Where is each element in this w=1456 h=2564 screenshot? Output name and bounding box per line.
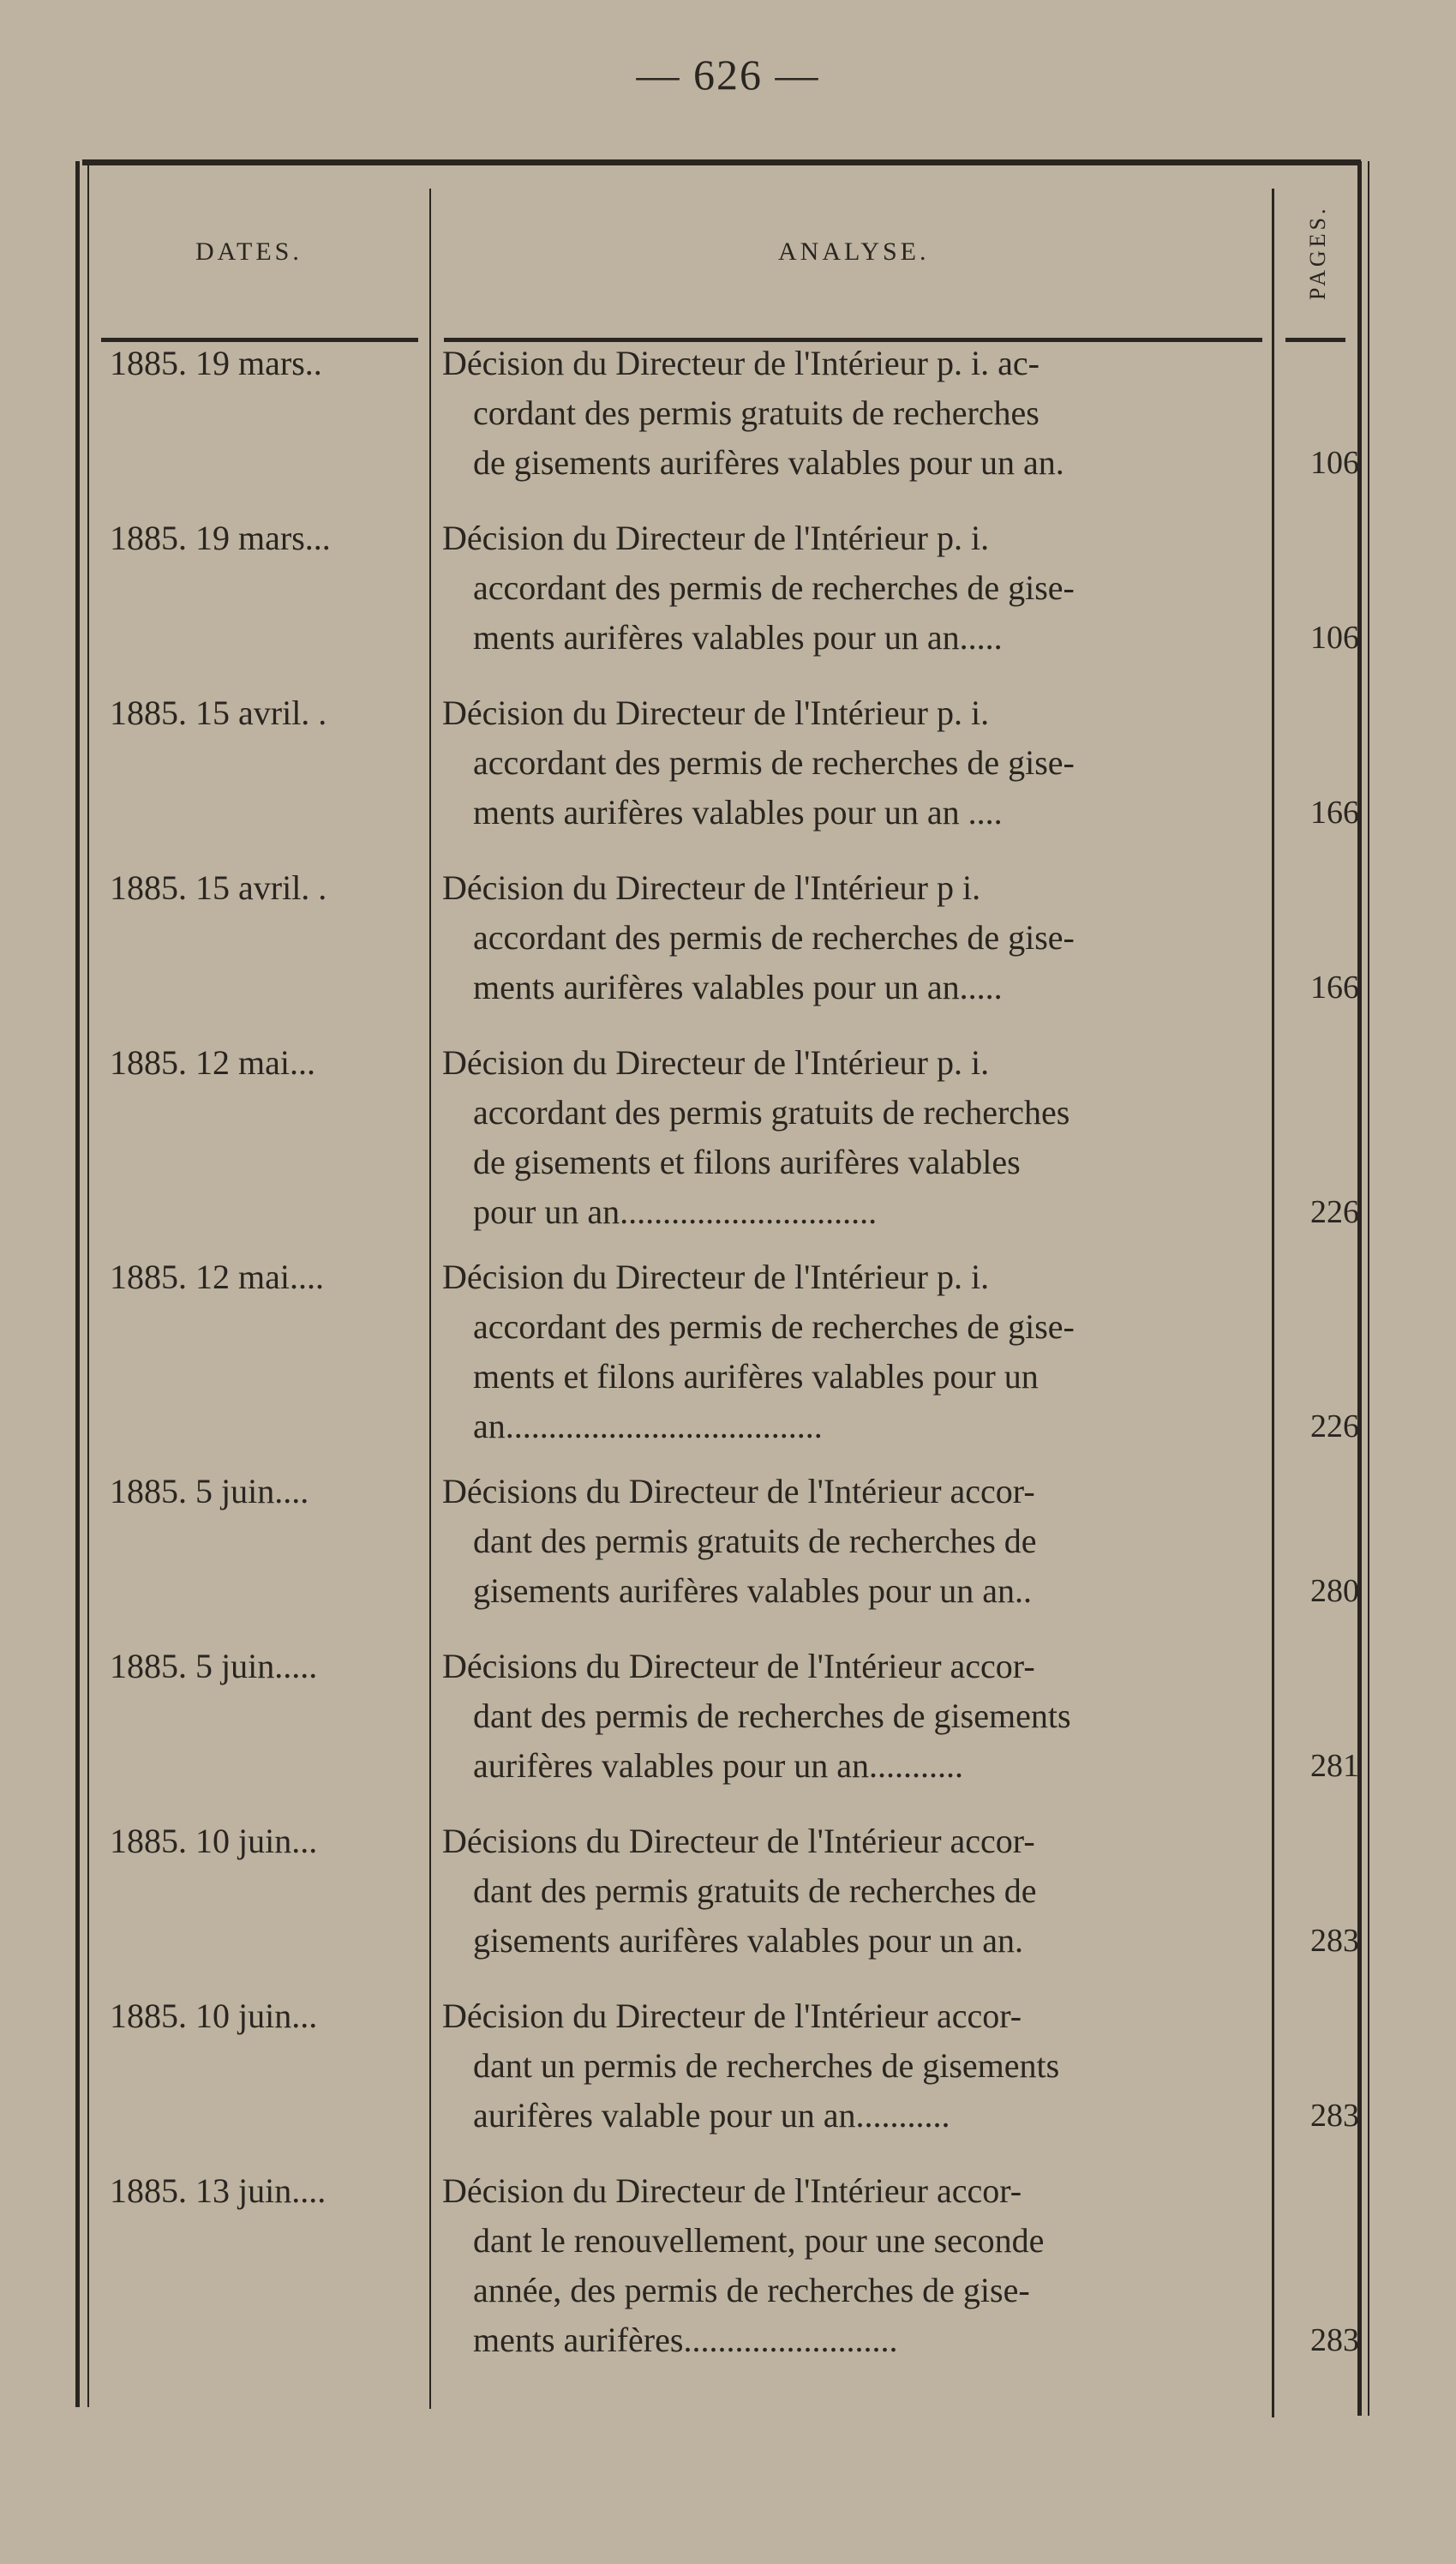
list-item bbox=[75, 1816, 1378, 1991]
entry-analysis bbox=[442, 688, 1265, 838]
entry-analysis bbox=[442, 1816, 1265, 1966]
list-item bbox=[75, 863, 1378, 1038]
entry-date: 1885. 12 mai.... bbox=[110, 1258, 324, 1296]
entry-line: cordant des permis gratuits de recherches bbox=[473, 393, 1040, 432]
entry-line: aurifères valables pour un an........... bbox=[473, 1746, 964, 1785]
entry-page-ref: 106 bbox=[1310, 620, 1359, 656]
entry-line: dant des permis de recherches de gisements bbox=[473, 1696, 1071, 1735]
entry-analysis bbox=[442, 1642, 1265, 1791]
entry-date: 1885. 19 mars.. bbox=[110, 344, 322, 382]
header-analyse: ANALYSE. bbox=[778, 237, 930, 266]
list-item bbox=[75, 339, 1378, 513]
entries-list bbox=[75, 339, 1378, 2381]
entry-line: pour un an.............................. bbox=[473, 1192, 878, 1231]
entry-line: accordant des permis de recherches de gise- bbox=[473, 568, 1075, 607]
entry-line: Décisions du Directeur de l'Intérieur accor- bbox=[442, 1647, 1035, 1685]
list-item bbox=[75, 1252, 1378, 1467]
list-item bbox=[75, 1467, 1378, 1642]
entry-line: Décisions du Directeur de l'Intérieur accor- bbox=[442, 1472, 1035, 1510]
entry-analysis bbox=[442, 863, 1265, 1012]
entry-line: dant des permis gratuits de recherches de bbox=[473, 1522, 1037, 1560]
entry-line: de gisements et filons aurifères valables bbox=[473, 1143, 1021, 1181]
entry-line: Décision du Directeur de l'Intérieur p. i. bbox=[442, 1043, 990, 1082]
entry-page-ref: 283 bbox=[1310, 1923, 1359, 1959]
entry-page-ref: 283 bbox=[1310, 2098, 1359, 2134]
entry-analysis bbox=[442, 1991, 1265, 2141]
entry-page-ref: 226 bbox=[1310, 1408, 1359, 1444]
entry-line: ments et filons aurifères valables pour un bbox=[473, 1357, 1039, 1396]
entry-line: Décision du Directeur de l'Intérieur accor- bbox=[442, 1997, 1022, 2035]
entry-date: 1885. 12 mai... bbox=[110, 1043, 315, 1082]
entry-page-ref: 281 bbox=[1310, 1748, 1359, 1784]
entry-line: dant un permis de recherches de gisements bbox=[473, 2046, 1060, 2085]
entry-line: aurifères valable pour un an........... bbox=[473, 2096, 950, 2135]
entry-line: accordant des permis gratuits de recherches bbox=[473, 1093, 1070, 1132]
list-item bbox=[75, 1038, 1378, 1252]
entry-date: 1885. 15 avril. . bbox=[110, 694, 327, 732]
entry-page-ref: 226 bbox=[1310, 1194, 1359, 1230]
page-number: — 626 — bbox=[636, 51, 820, 99]
entry-date: 1885. 5 juin..... bbox=[110, 1647, 318, 1685]
entry-page-ref: 280 bbox=[1310, 1573, 1359, 1609]
entry-line: gisements aurifères valables pour un an. bbox=[473, 1921, 1024, 1960]
list-item bbox=[75, 1642, 1378, 1816]
entry-line: Décision du Directeur de l'Intérieur accor- bbox=[442, 2171, 1022, 2210]
list-item bbox=[75, 688, 1378, 863]
entry-line: ments aurifères valables pour un an..... bbox=[473, 968, 1003, 1006]
list-item bbox=[75, 1991, 1378, 2166]
entry-analysis bbox=[442, 2166, 1265, 2365]
entry-line: ments aurifères valables pour un an .... bbox=[473, 793, 1003, 832]
entry-line: ments aurifères......................... bbox=[473, 2321, 898, 2359]
entry-line: Décision du Directeur de l'Intérieur p. i. bbox=[442, 519, 990, 557]
register-table bbox=[75, 154, 1378, 2426]
entry-analysis bbox=[442, 1038, 1265, 1237]
entry-line: an..................................... bbox=[473, 1407, 823, 1445]
entry-line: de gisements aurifères valables pour un an. bbox=[473, 443, 1064, 482]
entry-date: 1885. 15 avril. . bbox=[110, 868, 327, 907]
entry-line: Décision du Directeur de l'Intérieur p. i. ac- bbox=[442, 344, 1040, 382]
entry-date: 1885. 5 juin.... bbox=[110, 1472, 309, 1510]
list-item bbox=[75, 2166, 1378, 2381]
header-pages: PAGES. bbox=[1305, 205, 1330, 300]
entry-line: Décision du Directeur de l'Intérieur p. i. bbox=[442, 694, 990, 732]
entry-line: Décisions du Directeur de l'Intérieur accor- bbox=[442, 1822, 1035, 1860]
entry-line: Décision du Directeur de l'Intérieur p. i. bbox=[442, 1258, 990, 1296]
entry-page-ref: 106 bbox=[1310, 445, 1359, 481]
top-rule bbox=[82, 159, 1361, 165]
entry-line: accordant des permis de recherches de gise- bbox=[473, 918, 1075, 957]
list-item bbox=[75, 513, 1378, 688]
entry-analysis bbox=[442, 1467, 1265, 1616]
entry-analysis bbox=[442, 1252, 1265, 1451]
entry-date: 1885. 10 juin... bbox=[110, 1997, 318, 2035]
entry-line: ments aurifères valables pour un an..... bbox=[473, 618, 1003, 657]
entry-analysis bbox=[442, 339, 1265, 488]
entry-analysis bbox=[442, 513, 1265, 663]
entry-line: accordant des permis de recherches de gise- bbox=[473, 743, 1075, 782]
entry-line: dant le renouvellement, pour une seconde bbox=[473, 2221, 1045, 2260]
entry-line: gisements aurifères valables pour un an.. bbox=[473, 1571, 1033, 1610]
entry-date: 1885. 19 mars... bbox=[110, 519, 331, 557]
entry-line: accordant des permis de recherches de gise- bbox=[473, 1307, 1075, 1346]
entry-page-ref: 166 bbox=[1310, 970, 1359, 1006]
entry-date: 1885. 10 juin... bbox=[110, 1822, 318, 1860]
entry-line: Décision du Directeur de l'Intérieur p i. bbox=[442, 868, 981, 907]
header-dates: DATES. bbox=[195, 237, 303, 266]
entry-date: 1885. 13 juin.... bbox=[110, 2171, 327, 2210]
entry-line: dant des permis gratuits de recherches de bbox=[473, 1871, 1037, 1910]
entry-page-ref: 166 bbox=[1310, 795, 1359, 831]
entry-page-ref: 283 bbox=[1310, 2322, 1359, 2358]
entry-line: année, des permis de recherches de gise- bbox=[473, 2271, 1030, 2309]
